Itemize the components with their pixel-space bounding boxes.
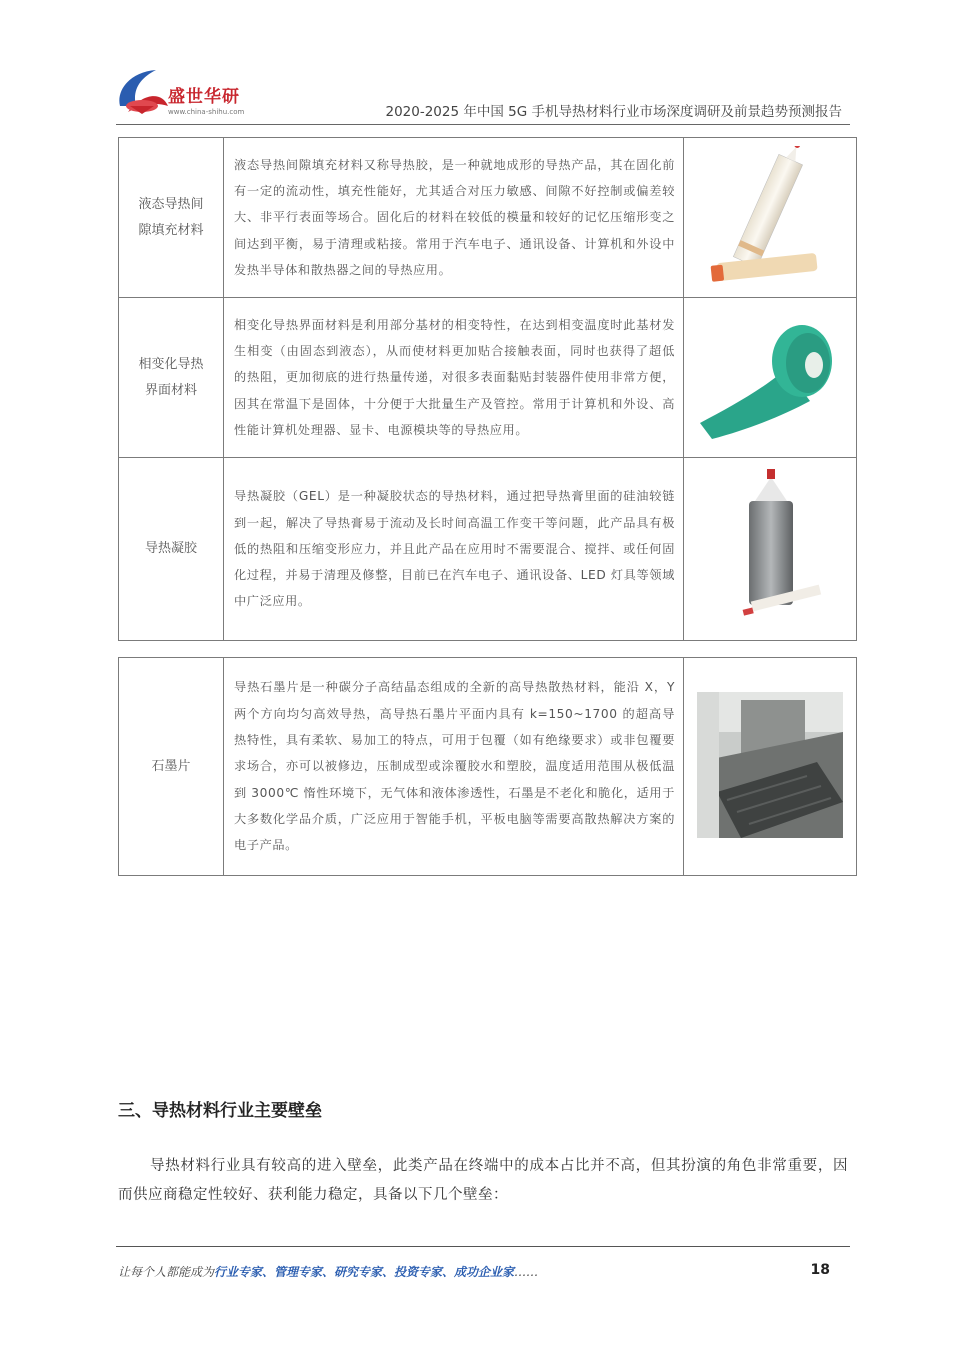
green-tape-roll-image (690, 311, 850, 441)
materials-table-upper (118, 137, 857, 641)
row-image-cell (684, 658, 857, 876)
table-row (119, 298, 857, 458)
syringe-cartridge-image (695, 146, 845, 286)
row-category (119, 658, 224, 876)
materials-table-lower (118, 657, 857, 876)
graphite-sheet-image (697, 692, 843, 838)
category-line: 隙填充材料 (138, 222, 204, 238)
logo-name: 盛世华研 (168, 87, 240, 107)
header-divider (116, 124, 850, 125)
row-category (119, 138, 224, 298)
footer-divider (116, 1246, 850, 1247)
slogan-prefix: 让每个人都能成为 (118, 1265, 215, 1279)
category-line: 导热凝胶 (144, 541, 197, 556)
row-category (119, 458, 224, 641)
row-image-cell (684, 458, 857, 641)
category-line: 液态导热间 (138, 196, 204, 212)
page-number: 18 (810, 1262, 830, 1278)
footer-slogan (118, 1263, 538, 1280)
row-description: 液态导热间隙填充材料又称导热胶，是一种就地成形的导热产品，其在固化前有一定的流动性，填充性能好，尤其适合对压力敏感、间隙不好控制或偏差较大、非平行表面等场合。固化后的材料在较低的模量和较好的记忆压缩形变之间达到平衡，易于清理或粘接。常用于汽车电子、通讯设备、计算机和外设中发热半导体和散热器之间的导热应用。 (224, 138, 684, 298)
row-image-cell (684, 138, 857, 298)
category-line: 界面材料 (144, 382, 197, 398)
slogan-highlight: 行业专家、管理专家、研究专家、投资专家、成功企业家 (214, 1265, 515, 1279)
category-line: 相变化导热 (138, 356, 204, 372)
row-image-cell (684, 298, 857, 458)
section-title: 三、导热材料行业主要壁垒 (118, 1101, 322, 1121)
row-description: 导热凝胶（GEL）是一种凝胶状态的导热材料，通过把导热膏里面的硅油较链到一起，解决了导热膏易于流动及长时间高温工作变干等问题，此产品具有极低的热阻和压缩变形应力，并且此产品在应用时不需要混合、搅拌、或任何固化过程，并易于清理及修整，目前已在汽车电子、通讯设备、LED 灯具等领域中广泛应用。 (224, 458, 684, 641)
category-line: 石墨片 (151, 758, 191, 774)
report-title: 2020-2025 年中国 5G 手机导热材料行业市场深度调研及前景趋势预测报告 (385, 104, 842, 120)
row-description: 导热石墨片是一种碳分子高结晶态组成的全新的高导热散热材料，能沿 X，Y 两个方向均匀高效导热，高导热石墨片平面内具有 k=150~1700 的超高导热特性，具有柔软、易加工的特点，可用于包覆（如有绝缘要求）或非包覆要求场合，亦可以被修边，压制成型或涂覆胶水和塑胶，温度适用范围从极低温到 3000℃ 惰性环境下，无气体和液体渗透性，石墨是不老化和脆化，适用于大多数化学品介质，广泛应用于智能手机，平板电脑等需要高散热解决方案的电子产品。 (224, 658, 684, 876)
section-paragraph: 导热材料行业具有较高的进入壁垒，此类产品在终端中的成本占比并不高，但其扮演的角色非常重要，因而供应商稳定性较好、获利能力稳定，具备以下几个壁垒： (118, 1158, 848, 1203)
row-category (119, 298, 224, 458)
slogan-suffix: …… (514, 1265, 539, 1279)
row-description: 相变化导热界面材料是利用部分基材的相变特性，在达到相变温度时此基材发生相变（由固态到液态），从而使材料更加贴合接触表面，同时也获得了超低的热阻，更加彻底的进行热量传递，对很多表面黏贴封装器件使用非常方便，因其在常温下是固体，十分便于大批量生产及管控。常用于计算机和外设、高性能计算机处理器、显卡、电源模块等的导热应用。 (224, 298, 684, 458)
table-row (119, 458, 857, 641)
table-row (119, 138, 857, 298)
logo-url: www.china-shihu.com (168, 108, 245, 116)
table-row (119, 658, 857, 876)
gel-tube-image (695, 467, 845, 627)
